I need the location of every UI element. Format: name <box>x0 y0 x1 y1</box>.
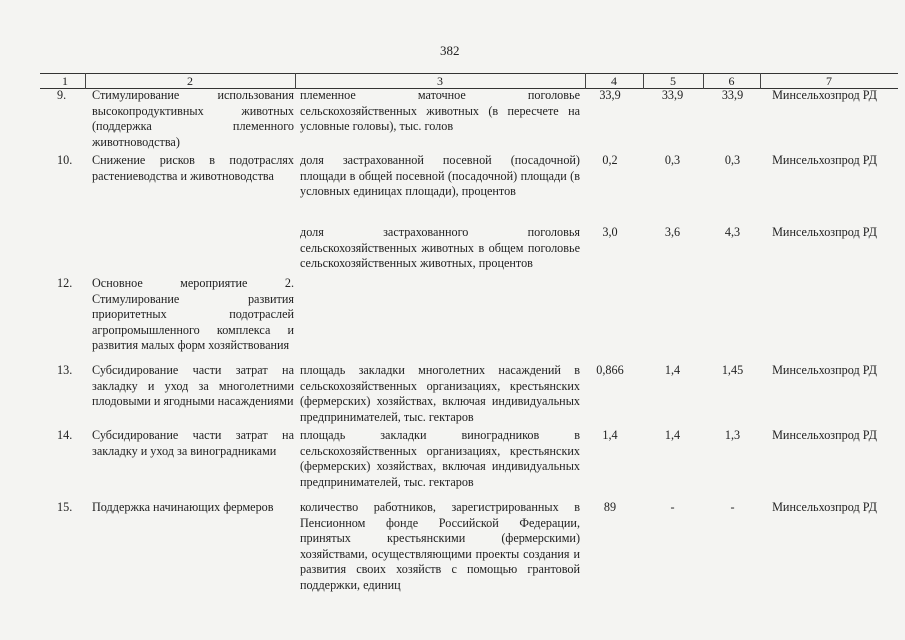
value-col-4: 0,866 <box>596 363 624 377</box>
value-col-5: 1,4 <box>664 428 681 442</box>
value-col-6: 0,3 <box>724 153 741 167</box>
value-col-6: 33,9 <box>721 88 744 102</box>
value-col-5: - <box>670 500 675 514</box>
measure-name: Снижение рисков в подотраслях растениеводства и животноводства <box>92 153 294 183</box>
value-col-4: 0,2 <box>602 153 618 167</box>
row-number: 13. <box>57 363 73 377</box>
value-col-4: 1,4 <box>602 428 618 442</box>
indicator-text: племенное маточное поголовье сельскохозяйственных животных (в пересчете на условные головы), тыс. голов <box>300 88 580 134</box>
indicator-text: количество работников, зарегистрированных в Пенсионном фонде Российской Федерации, принятых крестьянскими (фермерскими) хозяйствами, осуществляющими проекты создания и развития своих хозяйств с помощью грантовой поддержки, единиц <box>300 500 580 592</box>
measure-name: Субсидирование части затрат на закладку и уход за многолетними плодовыми и ягодными насаждениями <box>92 363 294 409</box>
value-col-6: - <box>730 500 735 514</box>
header-col-3: 3 <box>437 74 443 88</box>
header-col-4: 4 <box>611 74 617 88</box>
value-col-5: 1,4 <box>664 363 681 377</box>
header-col-7: 7 <box>826 74 832 88</box>
value-col-4: 3,0 <box>602 225 618 239</box>
responsible-executor: Минсельхозпрод РД <box>772 428 877 442</box>
responsible-executor: Минсельхозпрод РД <box>772 500 877 514</box>
value-col-4: 89 <box>603 500 617 514</box>
value-col-6: 4,3 <box>724 225 741 239</box>
header-col-2: 2 <box>187 74 193 88</box>
row-number: 10. <box>57 153 73 167</box>
row-number: 14. <box>57 428 73 442</box>
row-number: 12. <box>57 276 73 290</box>
value-col-5: 0,3 <box>664 153 681 167</box>
header-col-1: 1 <box>62 74 68 88</box>
measure-name: Стимулирование использования высокопродуктивных животных (поддержка племенного животноводства) <box>92 88 294 149</box>
measure-name: Поддержка начинающих фермеров <box>92 500 274 514</box>
indicator-text: площадь закладки виноградников в сельскохозяйственных организациях, крестьянских (фермерских) хозяйствах, включая индивидуальных предпринимателей, тыс. гектаров <box>300 428 580 489</box>
value-col-6: 1,3 <box>724 428 741 442</box>
value-col-6: 1,45 <box>721 363 744 377</box>
header-col-6: 6 <box>728 74 735 88</box>
page-number: 382 <box>440 43 460 58</box>
indicator-text: площадь закладки многолетних насаждений в сельскохозяйственных организациях, крестьянских (фермерских) хозяйствах, включая индивидуальных предпринимателей, тыс. гектаров <box>300 363 580 424</box>
value-col-4: 33,9 <box>599 88 621 102</box>
row-number: 15. <box>57 500 73 514</box>
value-col-5: 3,6 <box>664 225 681 239</box>
value-col-5: 33,9 <box>661 88 684 102</box>
indicator-text: доля застрахованной посевной (посадочной) площади в общей посевной (посадочной) площади (в условных единицах площади), процентов <box>300 153 580 199</box>
header-col-5: 5 <box>670 74 676 88</box>
measure-name: Основное мероприятие 2. Стимулирование развития приоритетных подотраслей агропромышленного комплекса и развития малых форм хозяйствования <box>92 276 294 353</box>
row-number: 9. <box>57 88 67 102</box>
responsible-executor: Минсельхозпрод РД <box>772 153 877 167</box>
measure-name: Субсидирование части затрат на закладку и уход за виноградниками <box>92 428 294 458</box>
responsible-executor: Минсельхозпрод РД <box>772 363 877 377</box>
indicator-text: доля застрахованного поголовья сельскохозяйственных животных в общем поголовье сельскохозяйственных животных, процентов <box>300 225 580 271</box>
responsible-executor: Минсельхозпрод РД <box>772 225 877 239</box>
responsible-executor: Минсельхозпрод РД <box>772 88 877 102</box>
